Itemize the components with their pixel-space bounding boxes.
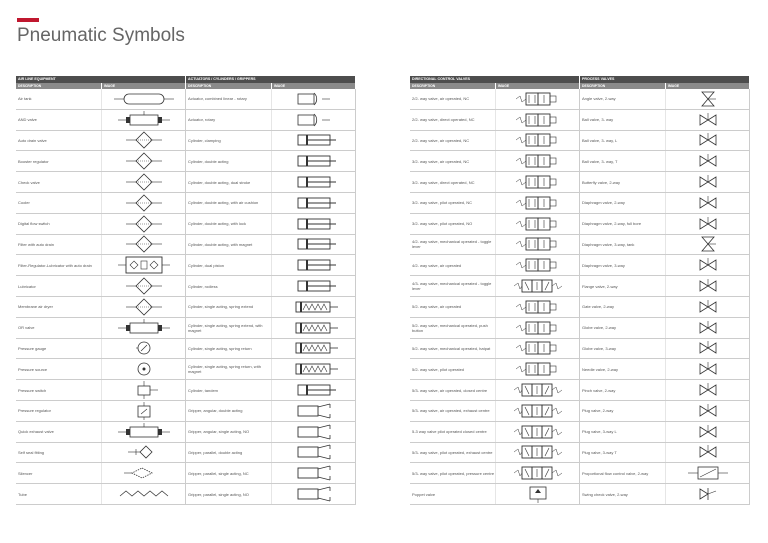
symbol-image-cell (272, 235, 356, 255)
table-row (16, 443, 356, 464)
bowtie-icon (678, 381, 738, 399)
bowtie-icon (678, 194, 738, 212)
symbol-image-cell (496, 235, 580, 255)
valve-2pos-icon (508, 173, 568, 191)
gripper-icon (284, 464, 344, 482)
symbol-description: Self seal fitting (16, 443, 102, 463)
swing-check-icon (678, 485, 738, 503)
symbol-image-cell (272, 89, 356, 109)
symbol-image-cell (666, 484, 750, 504)
symbol-description: Cylinder, tandem (186, 380, 272, 400)
tube-icon (114, 485, 174, 503)
bowtie-icon (678, 360, 738, 378)
cylinder-icon (284, 256, 344, 274)
symbol-description: Cylinder, double acting, with lock (186, 214, 272, 234)
symbol-image-cell (496, 151, 580, 171)
symbol-image-cell (102, 359, 186, 379)
bowtie-icon (678, 131, 738, 149)
and-valve-icon (114, 319, 174, 337)
rotary-icon (284, 90, 344, 108)
bowtie-icon (678, 319, 738, 337)
table-row (410, 110, 750, 131)
symbol-image-cell (272, 359, 356, 379)
symbol-description: Ball valve, 3- way, T (580, 151, 666, 171)
symbol-description: 3/2- way valve, pilot operated, NO (410, 214, 496, 234)
symbol-image-cell (272, 214, 356, 234)
valve-3pos-icon (508, 443, 568, 461)
symbol-image-cell (102, 151, 186, 171)
valve-3pos-icon (508, 381, 568, 399)
symbol-image-cell (496, 193, 580, 213)
table-row (16, 297, 356, 318)
table-row (410, 318, 750, 339)
symbol-image-cell (666, 422, 750, 442)
angle-valve-icon (678, 235, 738, 253)
symbol-description: 5/2- way valve, pilot operated (410, 359, 496, 379)
symbol-description: 2/2- way valve, air operated, NC (410, 131, 496, 151)
angle-valve-icon (678, 90, 738, 108)
diamond-icon (114, 152, 174, 170)
table-row (410, 484, 750, 505)
symbol-description: Quick exhaust valve (16, 422, 102, 442)
regulator-icon (114, 402, 174, 420)
symbol-description: Silencer (16, 463, 102, 483)
valve-2pos-icon (508, 215, 568, 233)
table-row (16, 380, 356, 401)
symbol-image-cell (272, 255, 356, 275)
symbol-image-cell (102, 131, 186, 151)
symbol-image-cell (666, 359, 750, 379)
symbol-description: OR valve (16, 318, 102, 338)
left-symbol-table (16, 76, 356, 505)
symbol-description: 5/3- way valve, air operated, exhaust centre (410, 401, 496, 421)
symbol-image-cell (272, 172, 356, 192)
symbol-image-cell (496, 318, 580, 338)
table-row (16, 463, 356, 484)
symbol-description: 2/2- way valve, direct operated, NC (410, 110, 496, 130)
diamond-icon (114, 235, 174, 253)
symbol-image-cell (496, 443, 580, 463)
valve-3pos-icon (508, 423, 568, 441)
symbol-description: Cylinder, single acting, spring extend (186, 297, 272, 317)
cylinder-icon (284, 381, 344, 399)
table-row (16, 235, 356, 256)
table-row (16, 172, 356, 193)
symbol-description: Tube (16, 484, 102, 504)
right-symbol-table (410, 76, 750, 505)
symbol-description: Plug valve, 2-way (580, 401, 666, 421)
valve-2pos-icon (508, 360, 568, 378)
cylinder-icon (284, 194, 344, 212)
symbol-image-cell (666, 463, 750, 483)
section-header-row (16, 76, 356, 83)
symbol-description: 5/2- way valve, mechanical operated, push button (410, 318, 496, 338)
table-row (410, 255, 750, 276)
symbol-image-cell (102, 89, 186, 109)
table-row (410, 151, 750, 172)
symbol-description: 4/2- way valve, air operated (410, 255, 496, 275)
page-title: Pneumatic Symbols (17, 25, 185, 46)
symbol-description: Actuator, rotary (186, 110, 272, 130)
symbol-description: Cylinder, single acting, spring return, with magnet (186, 359, 272, 379)
symbol-description: 5/3- way valve, pilot operated, exhaust centre (410, 443, 496, 463)
symbol-image-cell (666, 276, 750, 296)
symbol-image-cell (666, 318, 750, 338)
symbol-description: Actuator, combined linear - rotary (186, 89, 272, 109)
symbol-image-cell (102, 422, 186, 442)
symbol-description: Lubricator (16, 276, 102, 296)
table-row (16, 193, 356, 214)
table-row (16, 339, 356, 360)
symbol-description: Needle valve, 2-way (580, 359, 666, 379)
gripper-icon (284, 423, 344, 441)
table-row (410, 235, 750, 256)
bowtie-icon (678, 111, 738, 129)
symbol-image-cell (272, 276, 356, 296)
symbol-description: Cylinder, dual piston (186, 255, 272, 275)
symbol-description: Gripper, parallel, single acting, NC (186, 463, 272, 483)
air-tank-icon (114, 90, 174, 108)
symbol-image-cell (102, 235, 186, 255)
and-valve-icon (114, 423, 174, 441)
symbol-image-cell (272, 318, 356, 338)
symbol-description: Swing check valve, 2-way (580, 484, 666, 504)
table-row (16, 359, 356, 380)
switch-icon (114, 381, 174, 399)
accent-bar (17, 18, 39, 22)
symbol-image-cell (496, 297, 580, 317)
symbol-image-cell (272, 443, 356, 463)
symbol-description: Pressure switch (16, 380, 102, 400)
valve-3pos-icon (508, 464, 568, 482)
symbol-image-cell (496, 131, 580, 151)
symbol-image-cell (496, 422, 580, 442)
symbol-image-cell (666, 443, 750, 463)
symbol-description: Pressure regulator (16, 401, 102, 421)
valve-2pos-icon (508, 298, 568, 316)
symbol-image-cell (496, 172, 580, 192)
valve-3pos-icon (508, 402, 568, 420)
symbol-description: AND valve (16, 110, 102, 130)
table-row (16, 318, 356, 339)
symbol-description: Pressure gauge (16, 339, 102, 359)
symbol-image-cell (272, 463, 356, 483)
bowtie-icon (678, 215, 738, 233)
symbol-description: Digital flow switch (16, 214, 102, 234)
bowtie-icon (678, 173, 738, 191)
symbol-description: Diaphragm valve, 3-way (580, 255, 666, 275)
symbol-image-cell (102, 255, 186, 275)
valve-2pos-icon (508, 194, 568, 212)
symbol-image-cell (666, 172, 750, 192)
valve-2pos-icon (508, 152, 568, 170)
diamond-icon (114, 131, 174, 149)
source-icon (114, 360, 174, 378)
symbol-description: 3/2- way valve, pilot operated, NC (410, 193, 496, 213)
symbol-description: Flange valve, 2-way (580, 276, 666, 296)
symbol-description: Cylinder, double acting (186, 151, 272, 171)
section-title: AIR LINE EQUIPMENT (16, 76, 186, 83)
symbol-description: Cylinder, double acting, with magnet (186, 235, 272, 255)
table-row (16, 484, 356, 505)
symbol-description: Air tank (16, 89, 102, 109)
symbol-image-cell (666, 235, 750, 255)
diamond-icon (114, 298, 174, 316)
table-row (410, 89, 750, 110)
gripper-icon (284, 402, 344, 420)
symbol-image-cell (102, 484, 186, 504)
bowtie-icon (678, 256, 738, 274)
fitting-icon (114, 443, 174, 461)
gripper-icon (284, 485, 344, 503)
symbol-image-cell (666, 89, 750, 109)
symbol-image-cell (666, 255, 750, 275)
symbol-description: Diaphragm valve, 2-way, full bore (580, 214, 666, 234)
spring-cylinder-icon (284, 360, 344, 378)
table-row (16, 131, 356, 152)
column-header-description: DESCRIPTION (410, 83, 496, 89)
symbol-description: Angle valve, 2-way (580, 89, 666, 109)
symbol-image-cell (496, 89, 580, 109)
spring-cylinder-icon (284, 298, 344, 316)
symbol-image-cell (496, 380, 580, 400)
cylinder-icon (284, 131, 344, 149)
table-row (16, 110, 356, 131)
spring-cylinder-icon (284, 339, 344, 357)
symbol-description: Filter-Regulator-Lubricator with auto drain (16, 255, 102, 275)
section-title: DIRECTIONAL CONTROL VALVES (410, 76, 580, 83)
symbol-image-cell (496, 276, 580, 296)
cylinder-icon (284, 215, 344, 233)
symbol-description: 5/2- way valve, air operated (410, 297, 496, 317)
symbol-description: 2/2- way valve, air operated, NC (410, 89, 496, 109)
symbol-image-cell (102, 110, 186, 130)
table-row (410, 401, 750, 422)
symbol-description: Auto drain valve (16, 131, 102, 151)
symbol-image-cell (272, 401, 356, 421)
symbol-image-cell (102, 401, 186, 421)
symbol-description: Proportional flow control valve, 2-way (580, 463, 666, 483)
cylinder-icon (284, 173, 344, 191)
symbol-description: Cylinder, clamping (186, 131, 272, 151)
symbol-image-cell (102, 443, 186, 463)
symbol-image-cell (102, 297, 186, 317)
symbol-image-cell (666, 401, 750, 421)
poppet-icon (508, 485, 568, 503)
table-row (410, 193, 750, 214)
column-header-description: DESCRIPTION (186, 83, 272, 89)
symbol-image-cell (272, 380, 356, 400)
bowtie-icon (678, 152, 738, 170)
table-row (16, 422, 356, 443)
column-header-image: IMAGE (102, 83, 186, 89)
symbol-image-cell (272, 484, 356, 504)
table-row (16, 214, 356, 235)
symbol-image-cell (496, 463, 580, 483)
table-row (410, 297, 750, 318)
symbol-image-cell (496, 339, 580, 359)
symbol-image-cell (496, 214, 580, 234)
column-header-image: IMAGE (666, 83, 750, 89)
symbol-description: 4/3- way valve, mechanical operated - toggle lever (410, 276, 496, 296)
bowtie-icon (678, 402, 738, 420)
symbol-image-cell (666, 297, 750, 317)
symbol-description: 5/2- way valve, mechanical operated, hatpat (410, 339, 496, 359)
symbol-image-cell (272, 339, 356, 359)
column-header-description: DESCRIPTION (580, 83, 666, 89)
symbol-description: Cylinder, rodless (186, 276, 272, 296)
valve-2pos-icon (508, 319, 568, 337)
symbol-image-cell (666, 131, 750, 151)
column-header-description: DESCRIPTION (16, 83, 102, 89)
symbol-description: 5/3- way valve, pilot operated, pressure centre (410, 463, 496, 483)
table-row (410, 463, 750, 484)
symbol-description: Diaphragm valve, 3-way, tank (580, 235, 666, 255)
symbol-image-cell (666, 193, 750, 213)
table-row (16, 401, 356, 422)
diamond-icon (114, 194, 174, 212)
symbol-description: Gripper, parallel, double acting (186, 443, 272, 463)
symbol-description: Membrane air dryer (16, 297, 102, 317)
cylinder-icon (284, 235, 344, 253)
silencer-icon (114, 464, 174, 482)
symbol-description: Cylinder, double acting, with air cushion (186, 193, 272, 213)
symbol-description: Poppet valve (410, 484, 496, 504)
symbol-image-cell (496, 110, 580, 130)
symbol-description: Pinch valve, 2-way (580, 380, 666, 400)
table-row (410, 422, 750, 443)
valve-3pos-icon (508, 277, 568, 295)
symbol-description: Globe valve, 2-way (580, 318, 666, 338)
valve-2pos-icon (508, 111, 568, 129)
valve-2pos-icon (508, 131, 568, 149)
valve-2pos-icon (508, 235, 568, 253)
cylinder-icon (284, 277, 344, 295)
symbol-image-cell (102, 172, 186, 192)
bowtie-icon (678, 423, 738, 441)
bowtie-icon (678, 298, 738, 316)
symbol-description: 5-3 way valve pilot operated closed centre (410, 422, 496, 442)
symbol-description: Gripper, angular, double acting (186, 401, 272, 421)
symbol-image-cell (666, 339, 750, 359)
symbol-image-cell (272, 110, 356, 130)
symbol-description: 5/3- way valve, air operated, closed centre (410, 380, 496, 400)
table-row (410, 443, 750, 464)
symbol-description: Gate valve, 2-way (580, 297, 666, 317)
table-row (410, 131, 750, 152)
valve-2pos-icon (508, 339, 568, 357)
symbol-description: Booster regulator (16, 151, 102, 171)
bowtie-icon (678, 443, 738, 461)
symbol-image-cell (102, 276, 186, 296)
symbol-description: Plug valve, 3-way T (580, 443, 666, 463)
rotary-icon (284, 111, 344, 129)
gauge-icon (114, 339, 174, 357)
valve-2pos-icon (508, 256, 568, 274)
section-title: ACTUATORS / CYLINDERS / GRIPPERS (186, 76, 356, 83)
bowtie-icon (678, 339, 738, 357)
cylinder-icon (284, 152, 344, 170)
symbol-description: 4/2- way valve, mechanical operated - toggle lever (410, 235, 496, 255)
spring-cylinder-icon (284, 319, 344, 337)
frl-icon (114, 256, 174, 274)
symbol-image-cell (666, 151, 750, 171)
symbol-image-cell (272, 297, 356, 317)
symbol-image-cell (496, 255, 580, 275)
table-row (410, 380, 750, 401)
symbol-image-cell (102, 463, 186, 483)
symbol-image-cell (496, 401, 580, 421)
symbol-image-cell (666, 214, 750, 234)
symbol-image-cell (102, 380, 186, 400)
symbol-image-cell (666, 110, 750, 130)
table-row (410, 172, 750, 193)
and-valve-icon (114, 111, 174, 129)
table-row (410, 214, 750, 235)
diamond-icon (114, 173, 174, 191)
symbol-image-cell (102, 214, 186, 234)
valve-2pos-icon (508, 90, 568, 108)
symbol-description: Cylinder, single acting, spring extend, with magnet (186, 318, 272, 338)
symbol-description: Filter with auto drain (16, 235, 102, 255)
symbol-image-cell (272, 193, 356, 213)
symbol-description: Gripper, parallel, single acting, NO (186, 484, 272, 504)
table-row (410, 339, 750, 360)
diamond-icon (114, 277, 174, 295)
symbol-image-cell (102, 193, 186, 213)
symbol-image-cell (496, 484, 580, 504)
column-header-image: IMAGE (496, 83, 580, 89)
symbol-description: Cylinder, double acting, dual stroke (186, 172, 272, 192)
symbol-description: 3/2- way valve, air operated, NC (410, 151, 496, 171)
diamond-icon (114, 215, 174, 233)
symbol-description: Pressure source (16, 359, 102, 379)
symbol-description: Ball valve, 3- way (580, 110, 666, 130)
symbol-image-cell (272, 131, 356, 151)
bowtie-icon (678, 277, 738, 295)
gripper-icon (284, 443, 344, 461)
symbol-description: Gripper, angular, single acting, NO (186, 422, 272, 442)
table-row (16, 255, 356, 276)
symbol-image-cell (496, 359, 580, 379)
symbol-description: Plug valve, 3-way L (580, 422, 666, 442)
symbol-description: Cylinder, single acting, spring return (186, 339, 272, 359)
symbol-description: Check valve (16, 172, 102, 192)
table-row (410, 276, 750, 297)
symbol-description: Diaphragm valve, 2-way (580, 193, 666, 213)
prop-valve-icon (678, 464, 738, 482)
section-title: PROCESS VALVES (580, 76, 750, 83)
table-row (16, 151, 356, 172)
section-header-row (410, 76, 750, 83)
table-row (410, 359, 750, 380)
symbol-description: Butterfly valve, 2-way (580, 172, 666, 192)
symbol-description: Cooler (16, 193, 102, 213)
symbol-description: Ball valve, 3- way, L (580, 131, 666, 151)
column-header-image: IMAGE (272, 83, 356, 89)
symbol-image-cell (102, 339, 186, 359)
symbol-image-cell (102, 318, 186, 338)
table-row (16, 276, 356, 297)
symbol-description: 3/2- way valve, direct operated, NC (410, 172, 496, 192)
symbol-description: Globe valve, 3-way (580, 339, 666, 359)
symbol-image-cell (666, 380, 750, 400)
symbol-image-cell (272, 422, 356, 442)
symbol-image-cell (272, 151, 356, 171)
table-row (16, 89, 356, 110)
